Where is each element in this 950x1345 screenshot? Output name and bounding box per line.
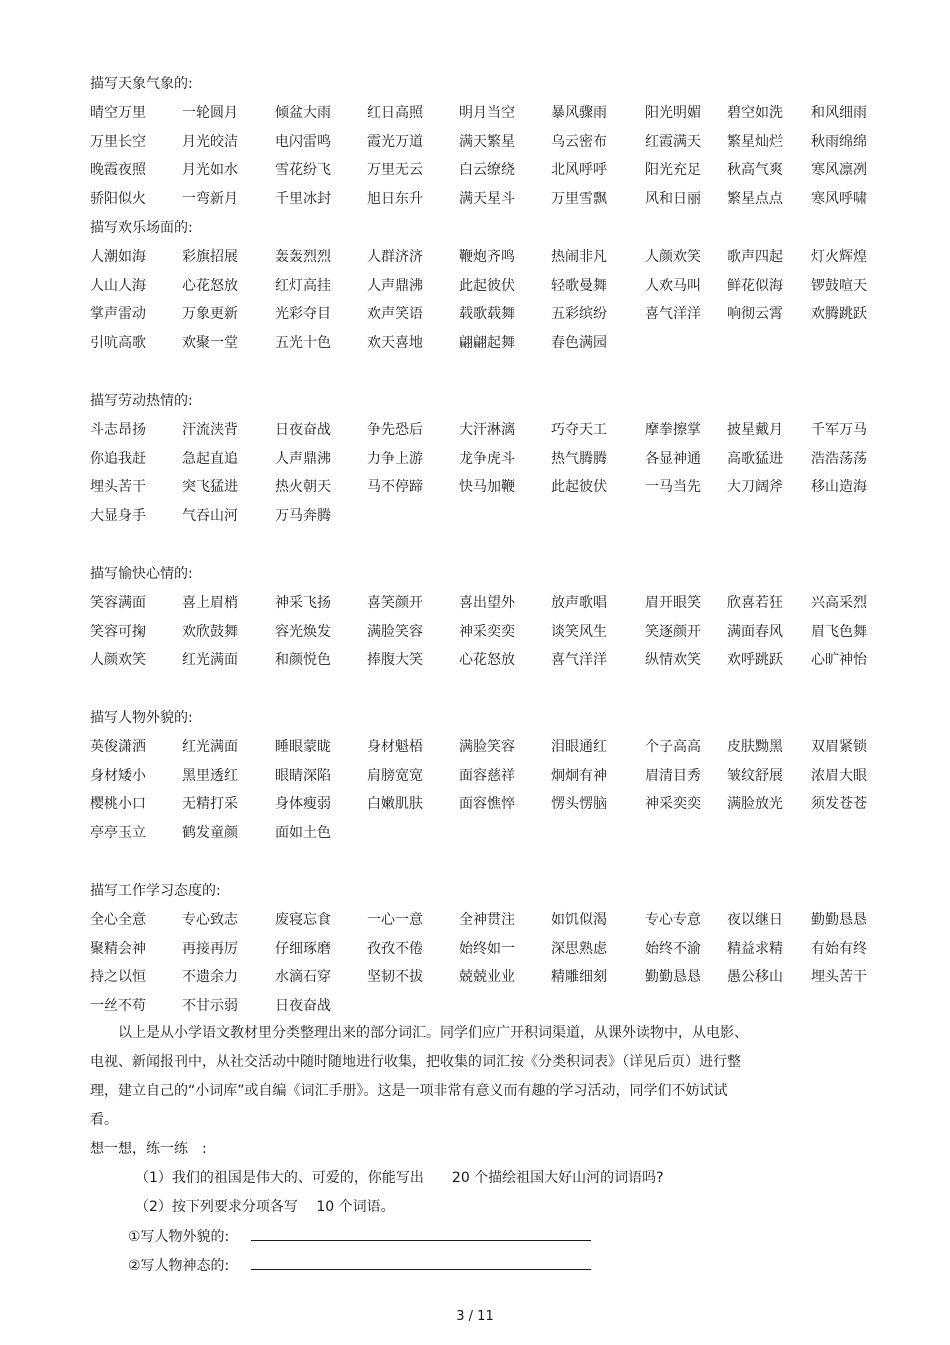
word-row (90, 967, 890, 987)
word-item: 万里无云 (367, 162, 423, 179)
word-item: 热火朝天 (275, 479, 331, 496)
word-item: 持之以恒 (90, 969, 146, 986)
word-item: 满脸放光 (727, 796, 783, 813)
word-row (90, 304, 890, 324)
word-item: 骄阳似火 (90, 191, 146, 208)
word-item: 白嫩肌肤 (367, 796, 423, 813)
word-item: 红霞满天 (645, 133, 701, 150)
word-item: 精雕细刻 (551, 969, 607, 986)
word-item: 鹤发童颜 (182, 825, 238, 842)
word-item: 纵情欢笑 (645, 652, 701, 669)
word-item: 引吭高歌 (90, 335, 146, 352)
word-item: 笑逐颜开 (645, 623, 701, 640)
word-item: 轰轰烈烈 (275, 248, 331, 265)
word-item: 红光满面 (182, 738, 238, 755)
word-item: 高歌猛进 (727, 450, 783, 467)
word-item: 专心专意 (645, 911, 701, 928)
summary-line-1: 以上是从小学语文教材里分类整理出来的部分词汇。同学们应广开积词渠道，从课外读物中，从电影、 (118, 1025, 748, 1041)
word-item: 月光如水 (182, 162, 238, 179)
word-item: 欢天喜地 (367, 335, 423, 352)
word-item: 满面春风 (727, 623, 783, 640)
word-item: 浩浩荡荡 (811, 450, 867, 467)
word-item: 眉开眼笑 (645, 594, 701, 611)
word-item: 北风呼呼 (551, 162, 607, 179)
exercise-heading: 想一想，练一练 : (90, 1141, 207, 1157)
word-item: 热气腾腾 (551, 450, 607, 467)
word-item: 大显身手 (90, 508, 146, 525)
word-row (90, 737, 890, 757)
word-item: 睡眼蒙眬 (275, 738, 331, 755)
word-item: 倾盆大雨 (275, 104, 331, 121)
word-item: 喜出望外 (459, 594, 515, 611)
section-title: 描写欢乐场面的: (90, 220, 193, 236)
word-item: 掌声雷动 (90, 306, 146, 323)
word-item: 面容憔悴 (459, 796, 515, 813)
answer-blank-1[interactable] (251, 1226, 591, 1241)
word-item: 仔细琢磨 (275, 940, 331, 957)
page-number: 3 / 11 (456, 1309, 494, 1324)
word-item: 和风细雨 (811, 104, 867, 121)
word-item: 载歌载舞 (459, 306, 515, 323)
word-item: 人颜欢笑 (645, 248, 701, 265)
word-item: 歌声四起 (727, 248, 783, 265)
word-item: 晚霞夜照 (90, 162, 146, 179)
word-item: 人山人海 (90, 277, 146, 294)
word-item: 始终不渝 (645, 940, 701, 957)
word-item: 始终如一 (459, 940, 515, 957)
word-item: 一弯新月 (182, 191, 238, 208)
word-item: 龙争虎斗 (459, 450, 515, 467)
word-item: 万马奔腾 (275, 508, 331, 525)
word-row (90, 910, 890, 930)
answer-blank-2[interactable] (251, 1255, 591, 1270)
exercise-question-1: （1）我们的祖国是伟大的、可爱的，你能写出 20 个描绘祖国大好山河的词语吗? (135, 1170, 664, 1186)
exercise-item-1-label: ①写人物外貌的: (128, 1229, 230, 1245)
word-item: 埋头苦干 (90, 479, 146, 496)
word-item: 水滴石穿 (275, 969, 331, 986)
word-row (90, 939, 890, 959)
word-item: 此起彼伏 (459, 277, 515, 294)
word-item: 人潮如海 (90, 248, 146, 265)
word-item: 响彻云霄 (727, 306, 783, 323)
word-item: 各显神通 (645, 450, 701, 467)
exercise-item-2 (128, 1255, 591, 1276)
word-item: 不甘示弱 (182, 998, 238, 1015)
word-item: 人声鼎沸 (367, 277, 423, 294)
word-row (90, 247, 890, 267)
word-item: 旭日东升 (367, 191, 423, 208)
word-row (90, 622, 890, 642)
word-item: 满天繁星 (459, 133, 515, 150)
word-item: 面如土色 (275, 825, 331, 842)
exercise-item-1 (128, 1226, 591, 1247)
word-item: 须发苍苍 (811, 796, 867, 813)
word-item: 摩拳擦掌 (645, 421, 701, 438)
summary-line-3: 理，建立自己的“小词库”或自编《词汇手册》。这是一项非常有意义而有趣的学习活动，同学们不妨试试 (90, 1083, 728, 1099)
word-item: 汗流浃背 (182, 421, 238, 438)
word-item: 深思熟虑 (551, 940, 607, 957)
word-item: 万象更新 (182, 306, 238, 323)
word-row (90, 996, 890, 1016)
word-item: 眉清目秀 (645, 767, 701, 784)
word-item: 愣头愣脑 (551, 796, 607, 813)
word-item: 愚公移山 (727, 969, 783, 986)
word-item: 双眉紧锁 (811, 738, 867, 755)
word-item: 日夜奋战 (275, 998, 331, 1015)
word-item: 秋高气爽 (727, 162, 783, 179)
word-item: 捧腹大笑 (367, 652, 423, 669)
word-item: 马不停蹄 (367, 479, 423, 496)
word-item: 面容慈祥 (459, 767, 515, 784)
word-row (90, 794, 890, 814)
word-item: 欢呼跳跃 (727, 652, 783, 669)
word-item: 你追我赶 (90, 450, 146, 467)
word-item: 浓眉大眼 (811, 767, 867, 784)
word-item: 晴空万里 (90, 104, 146, 121)
word-item: 亭亭玉立 (90, 825, 146, 842)
section-title: 描写劳动热情的: (90, 393, 193, 409)
word-item: 五光十色 (275, 335, 331, 352)
word-row (90, 766, 890, 786)
word-item: 埋头苦干 (811, 969, 867, 986)
word-item: 眼睛深陷 (275, 767, 331, 784)
word-item: 雪花纷飞 (275, 162, 331, 179)
word-item: 秋雨绵绵 (811, 133, 867, 150)
word-item: 人声鼎沸 (275, 450, 331, 467)
word-item: 心花怒放 (459, 652, 515, 669)
word-item: 谈笑风生 (551, 623, 607, 640)
word-item: 千里冰封 (275, 191, 331, 208)
word-item: 笑容满面 (90, 594, 146, 611)
word-row (90, 650, 890, 670)
word-item: 勤勤恳恳 (811, 911, 867, 928)
word-item: 神采奕奕 (645, 796, 701, 813)
word-item: 兢兢业业 (459, 969, 515, 986)
word-item: 鞭炮齐鸣 (459, 248, 515, 265)
word-item: 有始有终 (811, 940, 867, 957)
word-row (90, 593, 890, 613)
word-item: 勤勤恳恳 (645, 969, 701, 986)
word-item: 斗志昂扬 (90, 421, 146, 438)
word-item: 欢腾跳跃 (811, 306, 867, 323)
word-item: 月光皎洁 (182, 133, 238, 150)
word-item: 暴风骤雨 (551, 104, 607, 121)
word-item: 万里长空 (90, 133, 146, 150)
word-item: 人颜欢笑 (90, 652, 146, 669)
word-item: 皱纹舒展 (727, 767, 783, 784)
word-item: 千军万马 (811, 421, 867, 438)
word-item: 一马当先 (645, 479, 701, 496)
word-item: 巧夺天工 (551, 421, 607, 438)
word-item: 喜气洋洋 (551, 652, 607, 669)
section-title: 描写工作学习态度的: (90, 883, 221, 899)
word-item: 笑容可掬 (90, 623, 146, 640)
word-item: 肩膀宽宽 (367, 767, 423, 784)
word-item: 不遗余力 (182, 969, 238, 986)
word-row (90, 506, 890, 526)
word-item: 突飞猛进 (182, 479, 238, 496)
word-item: 喜气洋洋 (645, 306, 701, 323)
word-item: 神采飞扬 (275, 594, 331, 611)
word-item: 欢欣鼓舞 (182, 623, 238, 640)
word-item: 阳光明媚 (645, 104, 701, 121)
word-item: 人群济济 (367, 248, 423, 265)
word-item: 翩翩起舞 (459, 335, 515, 352)
word-row (90, 420, 890, 440)
word-item: 日夜奋战 (275, 421, 331, 438)
word-item: 孜孜不倦 (367, 940, 423, 957)
word-item: 繁星点点 (727, 191, 783, 208)
section-title: 描写愉快心情的: (90, 566, 193, 582)
word-item: 争先恐后 (367, 421, 423, 438)
word-item: 聚精会神 (90, 940, 146, 957)
word-item: 喜上眉梢 (182, 594, 238, 611)
word-item: 再接再厉 (182, 940, 238, 957)
word-row (90, 132, 890, 152)
word-item: 身材矮小 (90, 767, 146, 784)
word-item: 热闹非凡 (551, 248, 607, 265)
exercise-question-2: （2）按下列要求分项各写 10 个词语。 (135, 1199, 395, 1215)
word-item: 一轮圆月 (182, 104, 238, 121)
section-title: 描写人物外貌的: (90, 710, 193, 726)
word-item: 放声歌唱 (551, 594, 607, 611)
word-item: 寒风呼啸 (811, 191, 867, 208)
summary-line-2: 电视、新闻报刊中，从社交活动中随时随地进行收集，把收集的词汇按《分类积词表》（详见后页）进行整 (90, 1054, 741, 1070)
word-item: 英俊潇洒 (90, 738, 146, 755)
word-item: 身材魁梧 (367, 738, 423, 755)
word-item: 红光满面 (182, 652, 238, 669)
word-item: 白云缭绕 (459, 162, 515, 179)
word-item: 眉飞色舞 (811, 623, 867, 640)
section-title: 描写天象气象的: (90, 76, 193, 92)
word-item: 风和日丽 (645, 191, 701, 208)
word-item: 红日高照 (367, 104, 423, 121)
word-item: 五彩缤纷 (551, 306, 607, 323)
word-item: 心旷神怡 (811, 652, 867, 669)
word-item: 彩旗招展 (182, 248, 238, 265)
word-item: 欣喜若狂 (727, 594, 783, 611)
word-item: 气吞山河 (182, 508, 238, 525)
word-item: 一心一意 (367, 911, 423, 928)
word-item: 明月当空 (459, 104, 515, 121)
word-item: 一丝不苟 (90, 998, 146, 1015)
word-item: 炯炯有神 (551, 767, 607, 784)
word-item: 无精打采 (182, 796, 238, 813)
word-item: 急起直追 (182, 450, 238, 467)
word-item: 满脸笑容 (367, 623, 423, 640)
word-item: 全神贯注 (459, 911, 515, 928)
word-item: 身体瘦弱 (275, 796, 331, 813)
word-item: 霞光万道 (367, 133, 423, 150)
word-item: 夜以继日 (727, 911, 783, 928)
word-item: 红灯高挂 (275, 277, 331, 294)
word-item: 此起彼伏 (551, 479, 607, 496)
word-item: 容光焕发 (275, 623, 331, 640)
word-item: 春色满园 (551, 335, 607, 352)
word-item: 专心致志 (182, 911, 238, 928)
word-item: 移山造海 (811, 479, 867, 496)
word-item: 寒风凛冽 (811, 162, 867, 179)
word-item: 披星戴月 (727, 421, 783, 438)
word-row (90, 333, 890, 353)
word-item: 满天星斗 (459, 191, 515, 208)
word-item: 大汗淋漓 (459, 421, 515, 438)
word-item: 万里雪飘 (551, 191, 607, 208)
word-row (90, 477, 890, 497)
word-item: 乌云密布 (551, 133, 607, 150)
word-item: 如饥似渴 (551, 911, 607, 928)
word-item: 个子高高 (645, 738, 701, 755)
word-item: 坚韧不拔 (367, 969, 423, 986)
word-item: 和颜悦色 (275, 652, 331, 669)
word-item: 繁星灿烂 (727, 133, 783, 150)
word-row (90, 189, 890, 209)
word-item: 灯火辉煌 (811, 248, 867, 265)
word-item: 满脸笑容 (459, 738, 515, 755)
word-item: 大刀阔斧 (727, 479, 783, 496)
word-item: 全心全意 (90, 911, 146, 928)
word-item: 欢声笑语 (367, 306, 423, 323)
word-item: 光彩夺目 (275, 306, 331, 323)
word-item: 兴高采烈 (811, 594, 867, 611)
word-item: 心花怒放 (182, 277, 238, 294)
word-item: 快马加鞭 (459, 479, 515, 496)
word-row (90, 823, 890, 843)
word-item: 樱桃小口 (90, 796, 146, 813)
word-row (90, 160, 890, 180)
word-item: 人欢马叫 (645, 277, 701, 294)
word-item: 电闪雷鸣 (275, 133, 331, 150)
word-item: 欢聚一堂 (182, 335, 238, 352)
word-row (90, 276, 890, 296)
word-item: 鲜花似海 (727, 277, 783, 294)
word-item: 精益求精 (727, 940, 783, 957)
word-row (90, 103, 890, 123)
exercise-item-2-label: ②写人物神态的: (128, 1258, 230, 1274)
word-item: 黑里透红 (182, 767, 238, 784)
word-item: 锣鼓喧天 (811, 277, 867, 294)
word-item: 神采奕奕 (459, 623, 515, 640)
word-item: 阳光充足 (645, 162, 701, 179)
summary-line-4: 看。 (90, 1112, 118, 1128)
word-item: 力争上游 (367, 450, 423, 467)
word-item: 废寝忘食 (275, 911, 331, 928)
word-item: 泪眼通红 (551, 738, 607, 755)
word-item: 喜笑颜开 (367, 594, 423, 611)
word-item: 碧空如洗 (727, 104, 783, 121)
word-item: 皮肤黝黑 (727, 738, 783, 755)
word-row (90, 449, 890, 469)
word-item: 轻歌曼舞 (551, 277, 607, 294)
